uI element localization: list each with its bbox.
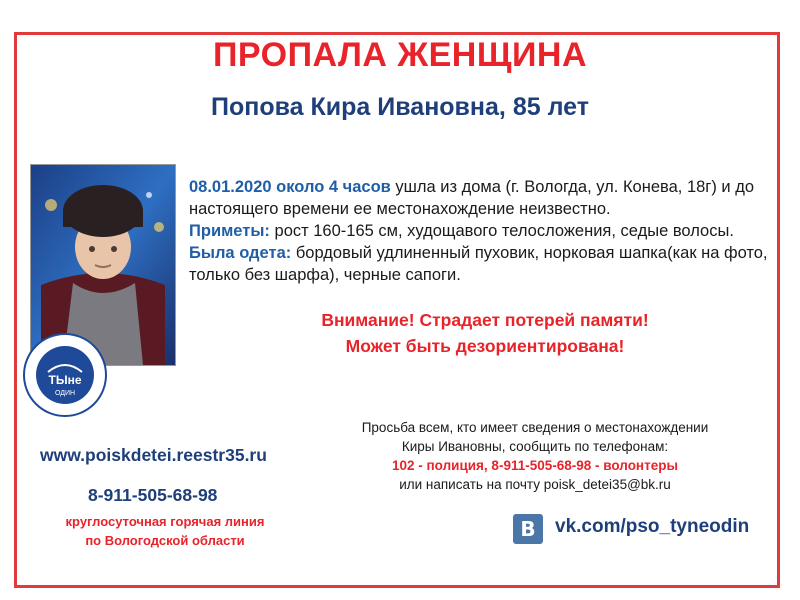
hotline-phone[interactable]: 8-911-505-68-98 xyxy=(88,485,218,505)
request-phones: 102 - полиция, 8-911-505-68-98 - волонтеры xyxy=(392,458,678,473)
request-line-2: Киры Ивановны, сообщить по телефонам: xyxy=(401,439,669,454)
vk-link[interactable]: vk.com/pso_tyneodin xyxy=(555,516,750,537)
person-name: Попова Кира Ивановна, 85 лет xyxy=(211,93,589,121)
memory-loss-warning xyxy=(230,307,740,359)
description-line-clothes xyxy=(189,242,789,286)
website-link[interactable]: www.poiskdetei.reestr35.ru xyxy=(40,445,267,465)
departure-text: ушла из дома (г. Вологда, ул. Конева, 18г) и до настоящего времени ее местонахождение неизвестно. xyxy=(189,178,755,218)
clothes-label: Была одета: xyxy=(189,244,292,262)
organization-logo xyxy=(22,332,108,418)
warning-line-2: Может быть дезориентирована! xyxy=(345,336,625,356)
signs-label: Приметы: xyxy=(189,222,270,240)
date-time: 08.01.2020 около 4 часов xyxy=(189,178,391,196)
vk-icon[interactable]: В xyxy=(513,514,543,544)
hotline-caption-line-2: по Вологодской области xyxy=(85,533,245,548)
warning-line-1: Внимание! Страдает потерей памяти! xyxy=(321,310,649,330)
hotline-caption-line-1: круглосуточная горячая линия xyxy=(65,514,265,529)
svg-text:ТЫне: ТЫне xyxy=(48,373,82,387)
description-line-departure xyxy=(189,176,789,220)
clothes-text: бордовый удлиненный пуховик, норковая шапка(как на фото, только без шарфа), черные сапоги. xyxy=(189,244,768,284)
contact-request xyxy=(300,418,770,494)
svg-text:ОДИН: ОДИН xyxy=(54,390,76,397)
page-title: ПРОПАЛА ЖЕНЩИНА xyxy=(212,36,588,74)
signs-text: рост 160-165 см, худощавого телосложения, седые волосы. xyxy=(274,222,734,240)
request-email: или написать на почту poisk_detei35@bk.ru xyxy=(399,477,671,492)
disappearance-description xyxy=(189,176,789,286)
request-line-1: Просьба всем, кто имеет сведения о местонахождении xyxy=(361,420,709,435)
hotline-caption xyxy=(40,512,290,550)
description-line-signs xyxy=(189,220,789,242)
